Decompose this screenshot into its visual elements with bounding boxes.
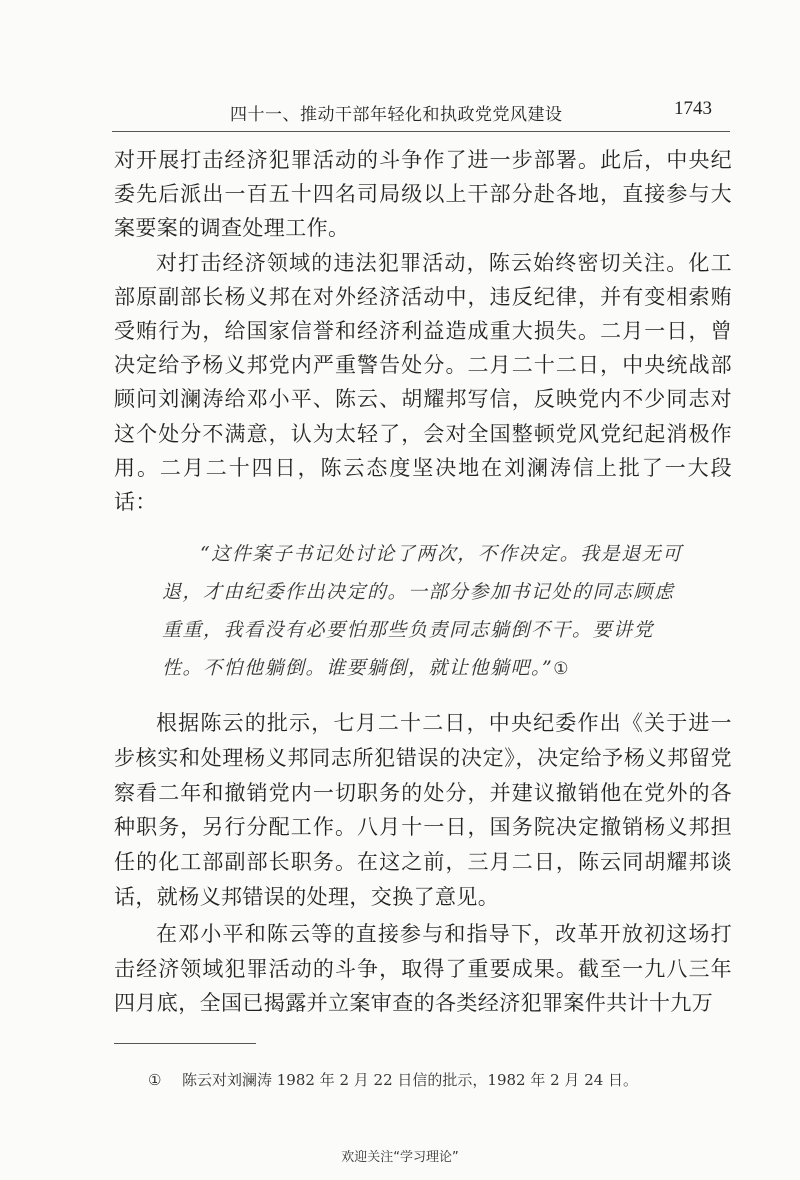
- page-number: 1743: [674, 98, 712, 119]
- footnote-divider: [114, 1043, 256, 1044]
- footnote-marker: ①: [148, 1071, 162, 1089]
- paragraph: 对打击经济领域的违法犯罪活动，陈云始终密切关注。化工部原副部长杨义邦在对外经济活动中，违反纪律，并有变相索贿受贿行为，给国家信誉和经济利益造成重大损失。二月一日，曾决定给予杨义邦党内严重警告处分。二月二十二日，中央统战部顾问刘澜涛给邓小平、陈云、胡耀邦写信，反映党内不少同志对这个处分不满意，认为太轻了，会对全国整顿党风党纪起消极作用。二月二十四日，陈云态度坚决地在刘澜涛信上批了一大段话：: [114, 250, 732, 515]
- footnote-text: 陈云对刘澜涛 1982 年 2 月 22 日信的批示，1982 年 2 月 24 日。: [182, 1071, 639, 1089]
- watermark-caption: 欢迎关注“学习理论”: [341, 1150, 459, 1165]
- chapter-title: 四十一、推动干部年轻化和执政党党风建设: [230, 105, 563, 125]
- footnote: [148, 1069, 708, 1090]
- paragraph: 根据陈云的批示，七月二十二日，中央纪委作出《关于进一步核实和处理杨义邦同志所犯错误的决定》，决定给予杨义邦留党察看二年和撤销党内一切职务的处分，并建议撤销他在党外的各种职务，另行分配工作。八月十一日，国务院决定撤销杨义邦担任的化工部副部长职务。在这之前，三月二日，陈云同胡耀邦谈话，就杨义邦错误的处理，交换了意见。: [114, 711, 732, 909]
- block-quote: [162, 535, 692, 688]
- paragraph-continuation: 对开展打击经济犯罪活动的斗争作了进一步部署。此后，中央纪委先后派出一百五十四名司局级以上干部分赴各地，直接参与大案要案的调查处理工作。: [114, 148, 732, 241]
- header-divider: [112, 131, 730, 132]
- running-header: [112, 96, 712, 128]
- paragraph: 在邓小平和陈云等的直接参与和指导下，改革开放初这场打击经济领域犯罪活动的斗争，取得了重要成果。截至一九八三年四月底，全国已揭露并立案审查的各类经济犯罪案件共计十九万: [114, 921, 732, 1016]
- main-text-block-2: [114, 706, 732, 1021]
- main-text-block-1: [114, 143, 732, 519]
- quote-text: “这件案子书记处讨论了两次，不作决定。我是退无可退，才由纪委作出决定的。一部分参加书记处的同志顾虑重重，我看没有必要怕那些负责同志躺倒不干。要讲党性。不怕他躺倒。谁要躺倒，就让他躺吧。”: [162, 543, 683, 679]
- footnote-reference: ①: [553, 659, 570, 679]
